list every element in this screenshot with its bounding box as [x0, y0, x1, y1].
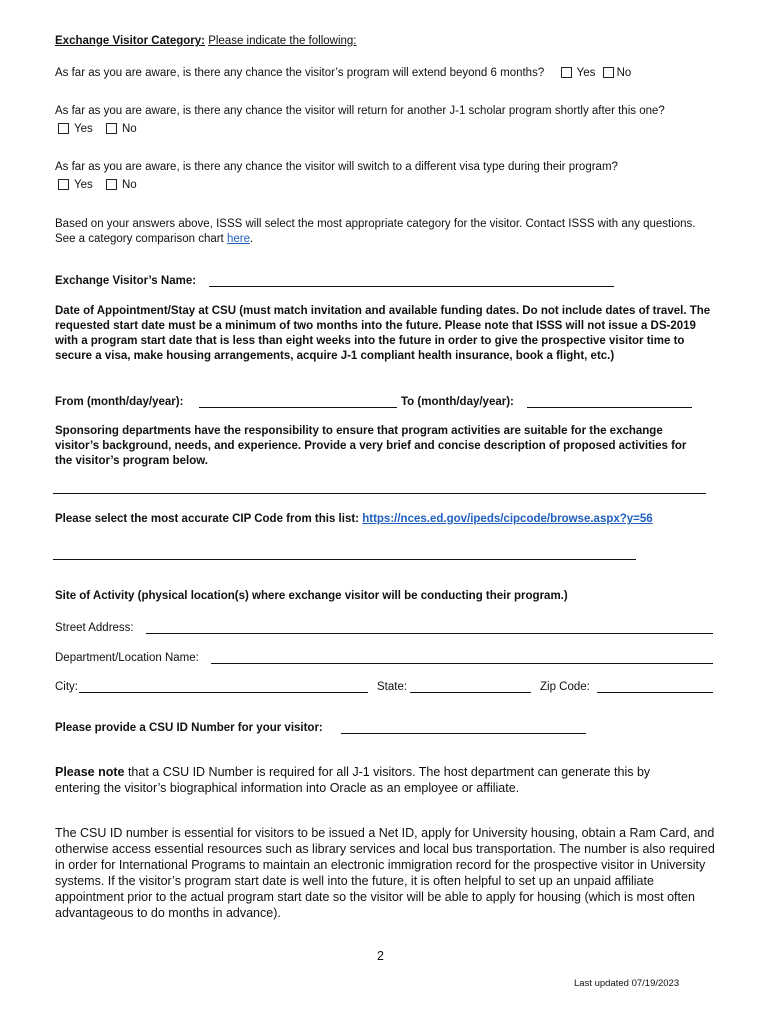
comparison-chart-link[interactable]: here: [226, 233, 250, 245]
to-date-label: To (month/day/year):: [401, 396, 514, 408]
note-text: that a CSU ID Number is required for all J-1 visitors. The host department can generate this by entering the visitor’s biographical information into Oracle as an employee or affiliate.: [55, 765, 651, 795]
csu-id-label: Please provide a CSU ID Number for your visitor:: [55, 722, 323, 734]
question-2-options: [58, 122, 147, 137]
q2-yes-label: Yes: [74, 123, 93, 135]
category-explanation-text: Based on your answers above, ISSS will select the most appropriate category for the visitor. Contact ISSS with any questions. See a category comparison chart: [55, 218, 696, 245]
question-3-options: [58, 178, 147, 193]
csu-id-note: [55, 764, 695, 796]
sponsoring-instructions: Sponsoring departments have the responsibility to ensure that program activities are suitable for the exchange visitor’s background, needs, and experience. Provide a very brief and concise description of proposed activities for the visitor’s program below.: [55, 425, 687, 467]
cip-code-label: Please select the most accurate CIP Code from this list:: [55, 513, 360, 525]
q1-no-option[interactable]: [603, 66, 632, 81]
question-3-text: As far as you are aware, is there any chance the visitor will switch to a different visa type during their program?: [55, 161, 618, 173]
visitor-name-field[interactable]: [209, 286, 614, 287]
last-updated: Last updated 07/19/2023: [574, 978, 680, 989]
site-of-activity-heading: Site of Activity (physical location(s) where exchange visitor will be conducting their program.): [55, 590, 568, 602]
q1-no-checkbox[interactable]: [603, 67, 614, 78]
zip-code-label: Zip Code:: [540, 681, 590, 693]
activities-description-field[interactable]: [53, 493, 706, 494]
category-heading-suffix: Please indicate the following:: [208, 35, 357, 47]
question-1-text: As far as you are aware, is there any chance the visitor’s program will extend beyond 6 months?: [55, 67, 545, 79]
q1-no-label: No: [616, 67, 632, 79]
note-bold: Please note: [55, 765, 125, 779]
department-location-label: Department/Location Name:: [55, 652, 199, 664]
state-label: State:: [377, 681, 408, 693]
cip-code-line: [55, 512, 653, 527]
city-field[interactable]: [79, 692, 368, 693]
q3-no-label: No: [121, 179, 137, 191]
q2-no-option[interactable]: [106, 122, 137, 137]
q3-no-checkbox[interactable]: [106, 179, 117, 190]
q3-no-option[interactable]: [106, 178, 137, 193]
explanation-period: .: [250, 233, 254, 245]
q1-yes-label: Yes: [576, 67, 596, 79]
from-date-field[interactable]: [199, 407, 397, 408]
category-heading: Exchange Visitor Category:: [55, 35, 205, 47]
q1-yes-option[interactable]: [561, 66, 596, 81]
q3-yes-option[interactable]: [58, 178, 93, 193]
appointment-instructions: Date of Appointment/Stay at CSU (must match invitation and available funding dates. Do not include dates of travel. The requested start date must be a minimum of two months into the future. Please note that ISSS will not issue a DS-2019 with a program start date that is less than eight weeks into the future in order to give the prospective visitor time to secure a visa, make housing arrangements, acquire J-1 compliant health insurance, book a flight, etc.): [55, 305, 711, 362]
visitor-name-label: Exchange Visitor’s Name:: [55, 275, 197, 287]
q2-no-label: No: [121, 123, 137, 135]
state-field[interactable]: [410, 692, 531, 693]
question-2-text: As far as you are aware, is there any chance the visitor will return for another J-1 scholar program shortly after this one?: [55, 105, 665, 117]
q2-yes-checkbox[interactable]: [58, 123, 69, 134]
csu-id-field[interactable]: [341, 733, 586, 734]
question-1: [55, 66, 755, 81]
street-address-label: Street Address:: [55, 622, 134, 634]
page-number: 2: [377, 949, 384, 963]
cip-code-link[interactable]: https://nces.ed.gov/ipeds/cipcode/browse.aspx?y=56: [362, 513, 653, 525]
from-date-label: From (month/day/year):: [55, 396, 184, 408]
city-label: City:: [55, 681, 78, 693]
zip-code-field[interactable]: [597, 692, 713, 693]
q1-yes-checkbox[interactable]: [561, 67, 572, 78]
category-heading-line: [55, 34, 357, 49]
q3-yes-label: Yes: [74, 179, 93, 191]
q3-yes-checkbox[interactable]: [58, 179, 69, 190]
to-date-field[interactable]: [527, 407, 692, 408]
cip-code-field[interactable]: [53, 559, 636, 560]
q2-no-checkbox[interactable]: [106, 123, 117, 134]
csu-id-essential-paragraph: The CSU ID number is essential for visitors to be issued a Net ID, apply for University housing, obtain a Ram Card, and otherwise access essential resources such as library services and local bus transportation. The number is also required in order for International Programs to maintain an electronic immigration record for the prospective visitor in University systems. If the visitor’s program start date is well into the future, it is often helpful to set up an unpaid affiliate appointment prior to the actual program start date so the visitor will be able to apply for housing (which is most often advantageous to do months in advance).: [55, 826, 715, 920]
category-explanation: [55, 217, 715, 247]
q2-yes-option[interactable]: [58, 122, 93, 137]
department-location-field[interactable]: [211, 663, 713, 664]
street-address-field[interactable]: [146, 633, 713, 634]
